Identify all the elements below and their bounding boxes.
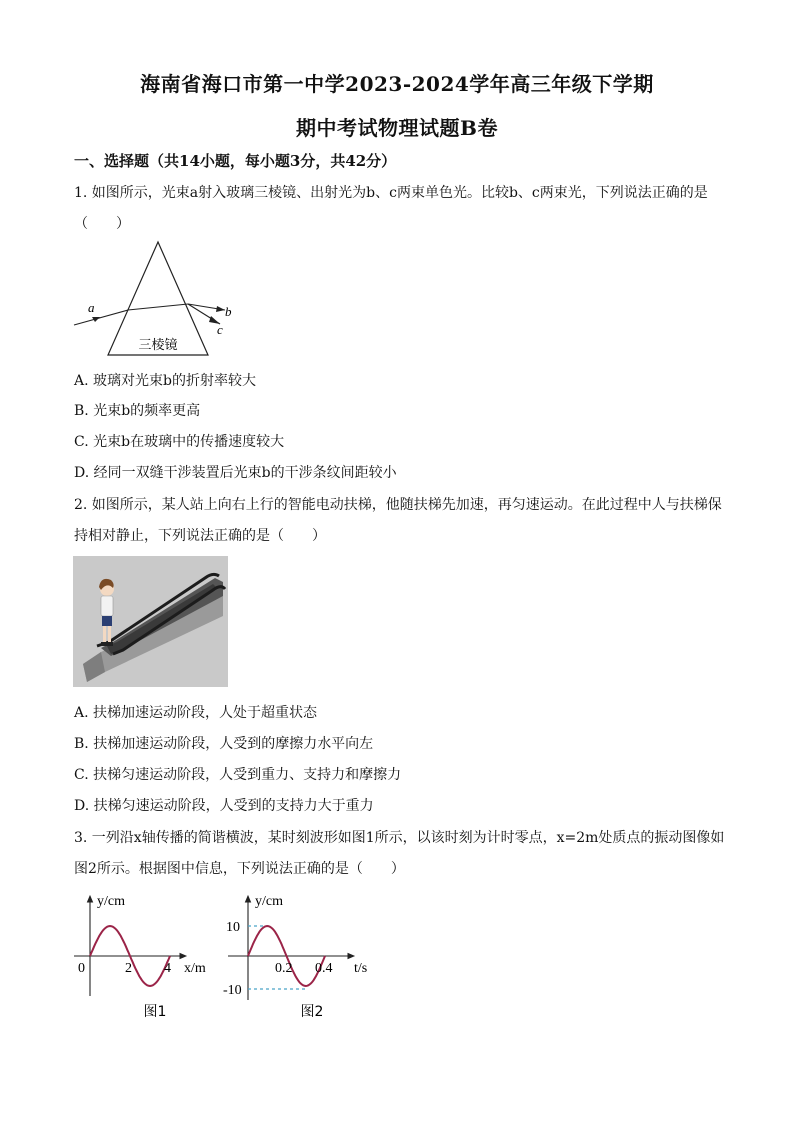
q1-stem-line2: （ ）: [74, 216, 130, 232]
wave-figure-2: [220, 888, 380, 1028]
q2-option-a: A. 扶梯加速运动阶段，人处于超重状态: [74, 705, 318, 721]
ray-c-label: c: [217, 322, 223, 337]
fig1-tick-4: 4: [164, 961, 171, 976]
q1-option-b: B. 光束b的频率更高: [74, 403, 201, 419]
ray-a-label: a: [88, 300, 95, 315]
fig1-tick-2: 2: [125, 961, 132, 976]
fig1-ylabel: y/cm: [97, 894, 125, 909]
wave-figure-1: [70, 888, 220, 1028]
q2-stem-line2: 持相对静止，下列说法正确的是（ ）: [74, 528, 326, 544]
q2-option-c: C. 扶梯匀速运动阶段，人受到重力、支持力和摩擦力: [74, 767, 402, 783]
fig2-xlabel: t/s: [354, 961, 368, 976]
fig2-tick-02: 0.2: [275, 961, 293, 976]
q1-option-c: C. 光束b在玻璃中的传播速度较大: [74, 434, 285, 450]
fig1-caption: 图1: [143, 1004, 167, 1020]
q1-option-a: A. 玻璃对光束b的折射率较大: [74, 373, 256, 389]
prism-figure: [70, 238, 240, 360]
fig2-ytick-top: 10: [226, 920, 240, 935]
q3-stem-line1: 3. 一列沿x轴传播的简谐横波，某时刻波形如图1所示，以该时刻为计时零点，x=2m处质点的振动图像如: [74, 830, 725, 846]
q1-option-d: D. 经同一双缝干涉装置后光束b的干涉条纹间距较小: [74, 465, 397, 481]
fig1-origin: 0: [78, 961, 85, 976]
ray-a: [74, 310, 128, 325]
section-heading: 一、选择题（共14小题，每小题3分，共42分）: [74, 152, 397, 170]
fig1-xlabel: x/m: [184, 961, 206, 976]
ray-b-arrow: [216, 306, 225, 312]
prism-label: 三棱镜: [138, 338, 178, 353]
page-title-line2: 期中考试物理试题B卷: [296, 116, 498, 140]
fig2-ylabel: y/cm: [255, 894, 283, 909]
ray-b-label: b: [225, 304, 232, 319]
fig2-ytick-bottom: -10: [223, 983, 242, 998]
q3-stem-line2: 图2所示。根据图中信息，下列说法正确的是（ ）: [74, 861, 405, 877]
q1-stem-line1: 1. 如图所示，光束a射入玻璃三棱镜、出射光为b、c两束单色光。比较b、c两束光，下列说法正确的是: [74, 185, 708, 201]
escalator-image: [73, 556, 228, 687]
ray-inside: [128, 304, 188, 310]
q2-option-d: D. 扶梯匀速运动阶段，人受到的支持力大于重力: [74, 798, 374, 814]
page-title-line1: 海南省海口市第一中学2023-2024学年高三年级下学期: [140, 72, 654, 96]
fig2-caption: 图2: [300, 1004, 324, 1020]
fig2-tick-04: 0.4: [315, 961, 333, 976]
q2-stem-line1: 2. 如图所示，某人站上向右上行的智能电动扶梯，他随扶梯先加速，再匀速运动。在此过程中人与扶梯保: [74, 497, 722, 513]
q2-option-b: B. 扶梯加速运动阶段，人受到的摩擦力水平向左: [74, 736, 374, 752]
